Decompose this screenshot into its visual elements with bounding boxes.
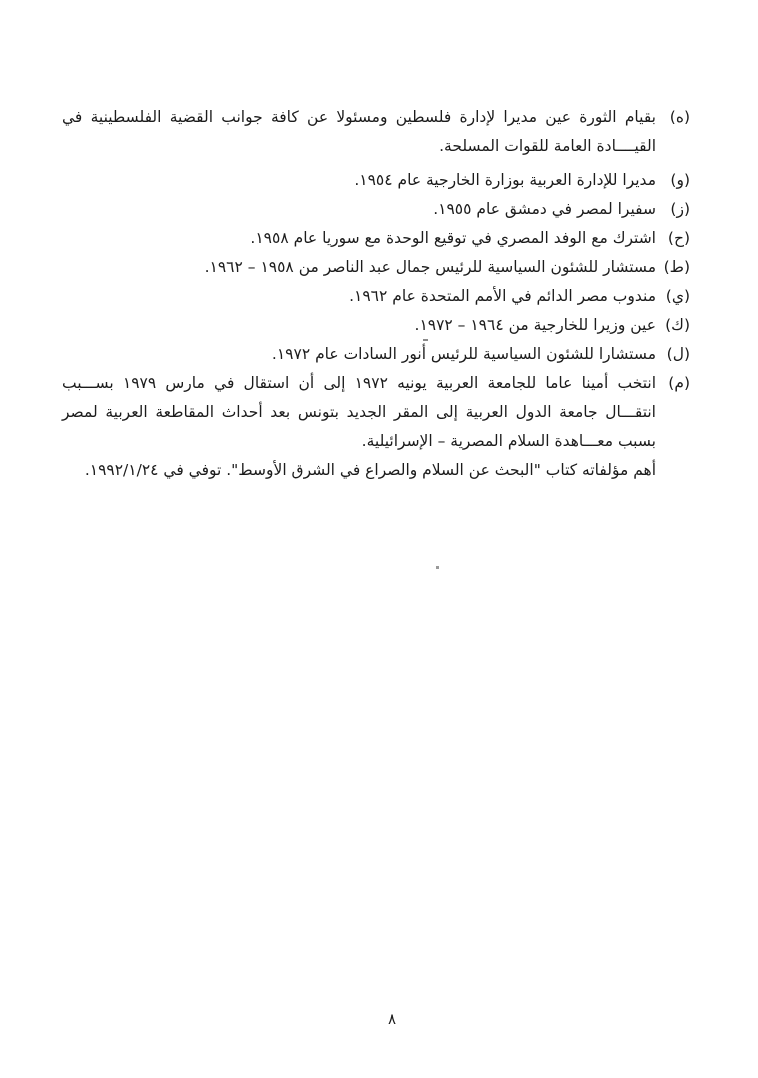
item-text: مستشار للشئون السياسية للرئيس جمال عبد الناصر من ١٩٥٨ – ١٩٦٢. bbox=[204, 258, 656, 276]
list-item bbox=[62, 311, 690, 340]
list-item bbox=[62, 195, 690, 224]
item-marker: (ي) bbox=[665, 287, 690, 305]
biography-list bbox=[62, 103, 690, 485]
list-item bbox=[62, 340, 690, 369]
list-item bbox=[62, 224, 690, 253]
item-text: انتخب أمينا عاما للجامعة العربية يونيه ١٩٧٢ إلى أن استقال في مارس ١٩٧٩ بســـبب انتقـــال جامعة الدول العربية إلى المقر الجديد بتونس بعد أحداث المقاطعة العربية لمصر بسبب معـــاهدة السلام المصرية – الإسرائيلية. bbox=[62, 374, 656, 450]
list-item bbox=[62, 253, 690, 282]
item-text: مديرا للإدارة العربية بوزارة الخارجية عام ١٩٥٤. bbox=[354, 171, 656, 189]
page-number: ٨ bbox=[387, 1010, 397, 1028]
item-marker: (ز) bbox=[670, 200, 690, 218]
item-marker: (و) bbox=[670, 171, 690, 189]
item-text: مندوب مصر الدائم في الأمم المتحدة عام ١٩٦٢. bbox=[349, 287, 656, 305]
list-item bbox=[62, 282, 690, 311]
item-text: سفيرا لمصر في دمشق عام ١٩٥٥. bbox=[433, 200, 656, 218]
item-text: بقيام الثورة عين مديرا لإدارة فلسطين ومسئولا عن كافة جوانب القضية الفلسطينية في القيــــادة العامة للقوات المسلحة. bbox=[62, 108, 656, 155]
scan-artifact bbox=[423, 339, 428, 341]
item-marker: (م) bbox=[668, 374, 690, 392]
scan-artifact bbox=[436, 566, 439, 569]
item-marker: (ط) bbox=[663, 258, 690, 276]
closing-paragraph: أهم مؤلفاته كتاب "البحث عن السلام والصراع في الشرق الأوسط". توفي في ١٩٩٢/١/٢٤. bbox=[84, 461, 656, 479]
item-text: مستشارا للشئون السياسية للرئيس أنور السادات عام ١٩٧٢. bbox=[271, 345, 656, 363]
item-marker: (ل) bbox=[666, 345, 690, 363]
item-marker: (ح) bbox=[667, 229, 690, 247]
item-text: اشترك مع الوفد المصري في توقيع الوحدة مع سوريا عام ١٩٥٨. bbox=[250, 229, 656, 247]
list-item bbox=[62, 369, 690, 456]
item-marker: (ك) bbox=[665, 316, 690, 334]
list-item bbox=[62, 166, 690, 195]
item-marker: (ه) bbox=[669, 108, 690, 126]
list-item bbox=[62, 103, 690, 161]
item-text: عين وزيرا للخارجية من ١٩٦٤ – ١٩٧٢. bbox=[414, 316, 656, 334]
